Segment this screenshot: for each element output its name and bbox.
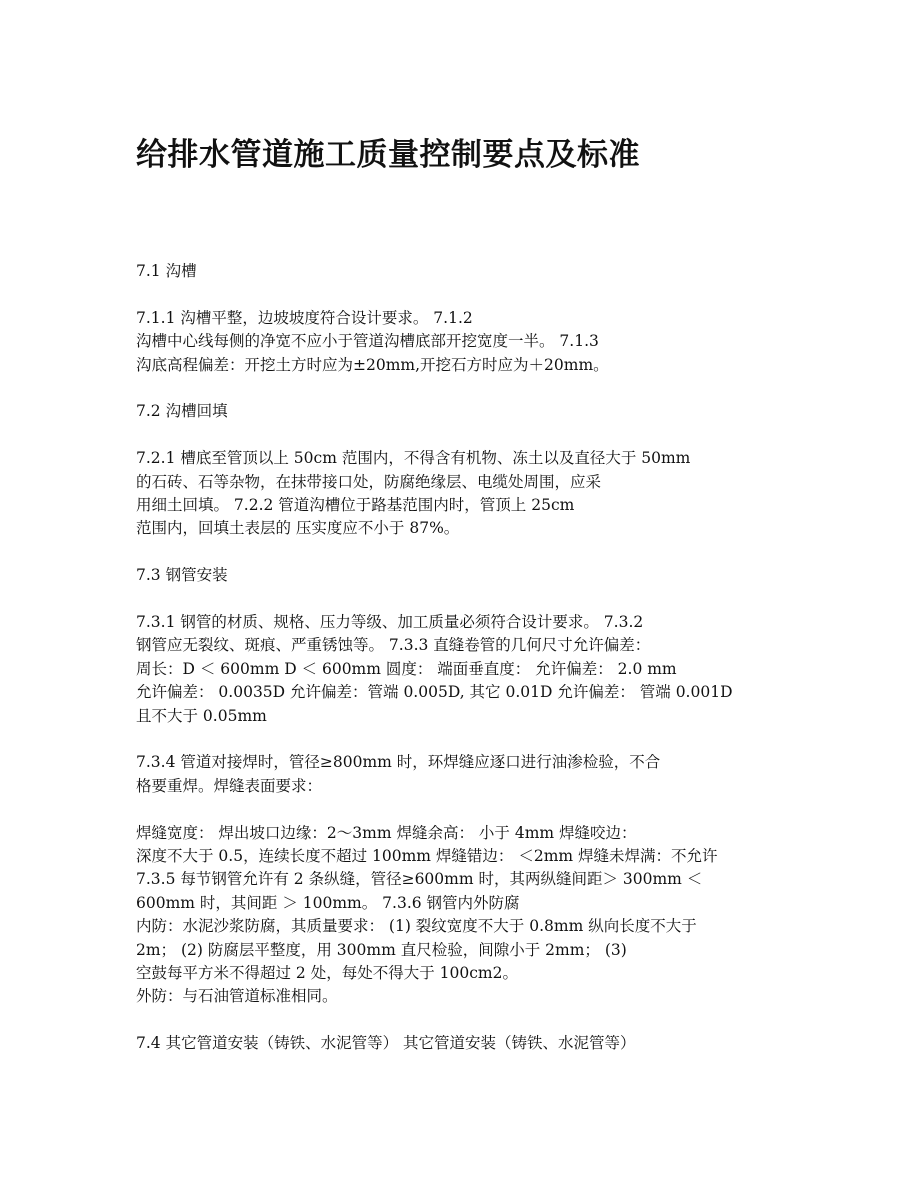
text-line: 7.1.1 沟槽平整，边坡坡度符合设计要求。 7.1.2 <box>136 308 473 327</box>
text-line: 用细土回填。 7.2.2 管道沟槽位于路基范围内时，管顶上 25cm <box>136 496 575 515</box>
text-line: 7.3.4 管道对接焊时，管径≥800mm 时，环焊缝应逐口进行油渗检验，不合 <box>136 753 661 772</box>
text-line: 7.3.5 每节钢管允许有 2 条纵缝，管径≥600mm 时，其两纵缝间距＞ 300mm ＜ <box>136 870 703 889</box>
text-line: 且不大于 0.05mm <box>136 706 267 725</box>
text-line: 沟槽中心线每侧的净宽不应小于管道沟槽底部开挖宽度一半。 7.1.3 <box>136 332 599 351</box>
text-line: 沟底高程偏差：开挖土方时应为±20mm,开挖石方时应为＋20mm。 <box>136 355 609 374</box>
paragraph <box>136 447 796 541</box>
paragraph <box>136 307 796 377</box>
text-line: 格要重焊。焊缝表面要求： <box>136 776 323 795</box>
text-line: 允许偏差： 0.0035D 允许偏差：管端 0.005D, 其它 0.01D 允许偏差： 管端 0.001D <box>136 683 733 702</box>
paragraph <box>136 564 796 587</box>
text-line: 2m； (2) 防腐层平整度，用 300mm 直尺检验，间隙小于 2mm； (3) <box>136 940 627 959</box>
text-line: 7.1 沟槽 <box>136 262 197 280</box>
text-line: 7.2 沟槽回填 <box>136 402 228 421</box>
paragraph <box>136 822 796 1009</box>
document-title: 给排水管道施工质量控制要点及标准 <box>136 137 640 173</box>
text-line: 600mm 时，其间距 ＞ 100mm。 7.3.6 钢管内外防腐 <box>136 893 520 912</box>
document-body <box>136 260 796 1079</box>
text-line: 的石砖、石等杂物，在抹带接口处，防腐绝缘层、电缆处周围，应采 <box>136 472 602 491</box>
text-line: 范围内，回填土表层的 压实度应不小于 87%。 <box>136 519 460 538</box>
text-line: 7.4 其它管道安装（铸铁、水泥管等） 其它管道安装（铸铁、水泥管等） <box>136 1034 636 1053</box>
text-line: 深度不大于 0.5，连续长度不超过 100mm 焊缝错边： ＜2mm 焊缝未焊满：不允许 <box>136 847 718 866</box>
text-line: 空鼓每平方米不得超过 2 处，每处不得大于 100cm2。 <box>136 964 518 983</box>
paragraph <box>136 1032 796 1055</box>
paragraph <box>136 260 796 283</box>
text-line: 焊缝宽度： 焊出坡口边缘：2～3mm 焊缝余高： 小于 4mm 焊缝咬边： <box>136 823 637 842</box>
text-line: 7.2.1 槽底至管顶以上 50cm 范围内，不得含有机物、冻土以及直径大于 50mm <box>136 449 691 468</box>
text-line: 周长：D ＜ 600mm D ＜ 600mm 圆度： 端面垂直度： 允许偏差： 2.0 mm <box>136 659 677 678</box>
text-line: 外防：与石油管道标准相同。 <box>136 987 338 1006</box>
text-line: 7.3 钢管安装 <box>136 566 228 585</box>
text-line: 7.3.1 钢管的材质、规格、压力等级、加工质量必须符合设计要求。 7.3.2 <box>136 613 644 632</box>
text-line: 内防：水泥沙浆防腐，其质量要求： (1) 裂纹宽度不大于 0.8mm 纵向长度不大于 <box>136 917 697 936</box>
text-line: 钢管应无裂纹、斑痕、严重锈蚀等。 7.3.3 直缝卷管的几何尺寸允许偏差： <box>136 636 651 655</box>
paragraph <box>136 400 796 423</box>
paragraph <box>136 611 796 728</box>
paragraph <box>136 751 796 798</box>
